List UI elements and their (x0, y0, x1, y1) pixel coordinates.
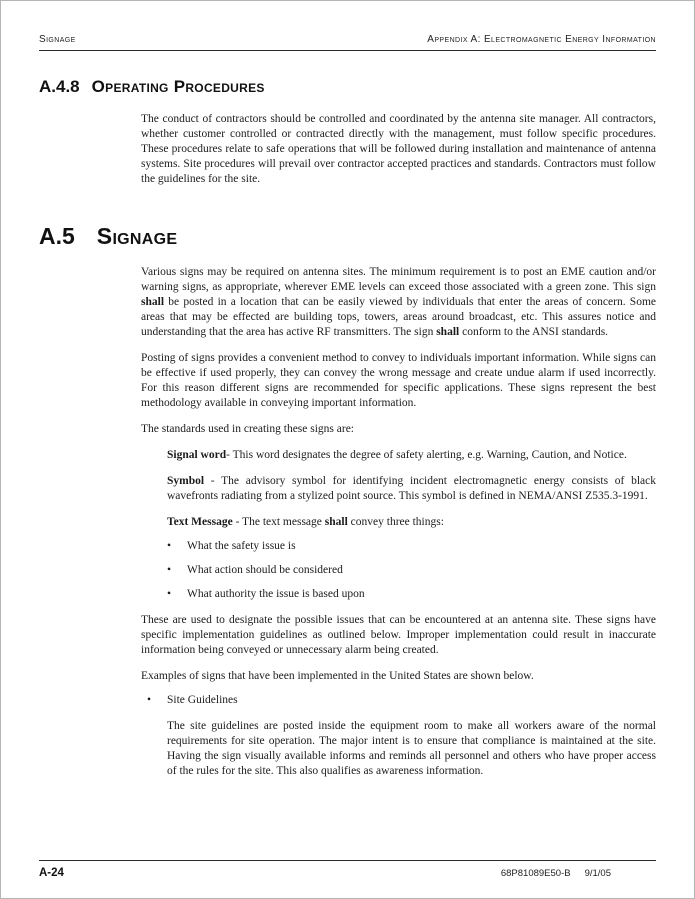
definition-signal-word (167, 448, 656, 463)
bold-term-shall: shall (324, 516, 348, 528)
bold-term-shall: shall (436, 326, 460, 338)
text-segment: conform to the ANSI standards. (459, 326, 609, 338)
paragraph-signage-1 (141, 265, 656, 340)
definition-text: - The advisory symbol for identifying incident electromagnetic energy consists of black wavefronts radiating from a stylized point source. This symbol is defined in NEMA/ANSI Z535.3-1991. (167, 475, 656, 502)
header-right-title: Appendix A: Electromagnetic Energy Information (427, 34, 656, 45)
definition-term: Text Message (167, 516, 233, 528)
section-number: A.5 (39, 223, 75, 249)
definition-text: - This word designates the degree of safety alerting, e.g. Warning, Caution, and Notice. (226, 449, 627, 461)
bullet-item-authority (167, 587, 656, 602)
bullet-icon: • (167, 564, 172, 576)
bullet-text: Site Guidelines (167, 694, 238, 706)
page-footer (39, 867, 656, 879)
bullet-icon: • (167, 588, 172, 600)
paragraph-signage-2: Posting of signs provides a convenient method to convey to individuals important information. While signs can be effective if used properly, they can convey the wrong message and create undue alarm if used incorrectly. For this reason different signs are recommended for specific applications. These signs represent the best methodology available in conveying important information. (141, 352, 656, 409)
section-title: Operating Procedures (91, 77, 265, 96)
header-left-title: Signage (39, 34, 76, 45)
definition-symbol (167, 474, 656, 504)
definition-text: - The text message (232, 516, 325, 528)
bullet-text: What the safety issue is (187, 540, 296, 552)
paragraph-signage-3: The standards used in creating these signs are: (141, 423, 355, 435)
bullet-item-action (167, 563, 656, 578)
paragraph-operating-procedures: The conduct of contractors should be controlled and coordinated by the antenna site manager. All contractors, whether customer controlled or contracted directly with the management, must follow specific procedures. These procedures relate to safe operations that will be followed during installation and maintenance of antenna systems. Site procedures will prevail over contractor accepted practices and standards. Contractors must follow the guidelines for the site. (141, 113, 656, 185)
footer-doc-number: 68P81089E50-B (500, 868, 571, 879)
section-title: Signage (96, 223, 178, 249)
footer-date: 9/1/05 (584, 868, 611, 879)
paragraph-signage-4: These are used to designate the possible issues that can be encountered at an antenna site. These signs have specific implementation guidelines as outlined below. Improper implementation could result in inaccurate information being conveyed or unnecessary alarm being created. (141, 614, 656, 656)
paragraph-signage-5: Examples of signs that have been implemented in the United States are shown below. (141, 670, 534, 682)
bullet-item-safety-issue (167, 539, 656, 554)
section-heading-a48 (39, 77, 656, 97)
definition-text-message (167, 515, 656, 530)
section-heading-a5 (39, 223, 656, 250)
footer-rule (39, 860, 656, 861)
bold-term-shall: shall (141, 296, 165, 308)
bullet-icon: • (147, 694, 152, 706)
text-segment: be posted in a location that can be easily viewed by individuals that enter the areas of concern. Some areas that may be effected are building tops, towers, areas around broadcast, etc. This assures notice and understanding that the area has active RF transmitters. The sign (141, 296, 656, 338)
bullet-icon: • (167, 540, 172, 552)
definition-text: convey three things: (347, 516, 444, 528)
bullet-item-site-guidelines (147, 693, 656, 708)
footer-page-number: A-24 (39, 867, 64, 879)
footer-doc-info (501, 868, 656, 879)
definition-term: Signal word (167, 449, 227, 461)
definition-term: Symbol (167, 475, 205, 487)
section-number: A.4.8 (39, 77, 80, 96)
page-content (39, 51, 656, 779)
page-header (39, 34, 656, 45)
bullet-text: What authority the issue is based upon (187, 588, 365, 600)
bullet-text: What action should be considered (187, 564, 343, 576)
text-segment: Various signs may be required on antenna sites. The minimum requirement is to post an EME caution and/or warning signs, as appropriate, wherever EME levels can exceed those associated with a green zone. This sign (141, 266, 656, 293)
paragraph-site-guidelines: The site guidelines are posted inside the equipment room to make all workers aware of the normal requirements for site operation. The major intent is to ensure that compliance is maintained at the site. Having the sign visually available informs and reminds all personnel and others who have proper access of the rules for the site. This also qualifies as awareness information. (167, 720, 656, 777)
